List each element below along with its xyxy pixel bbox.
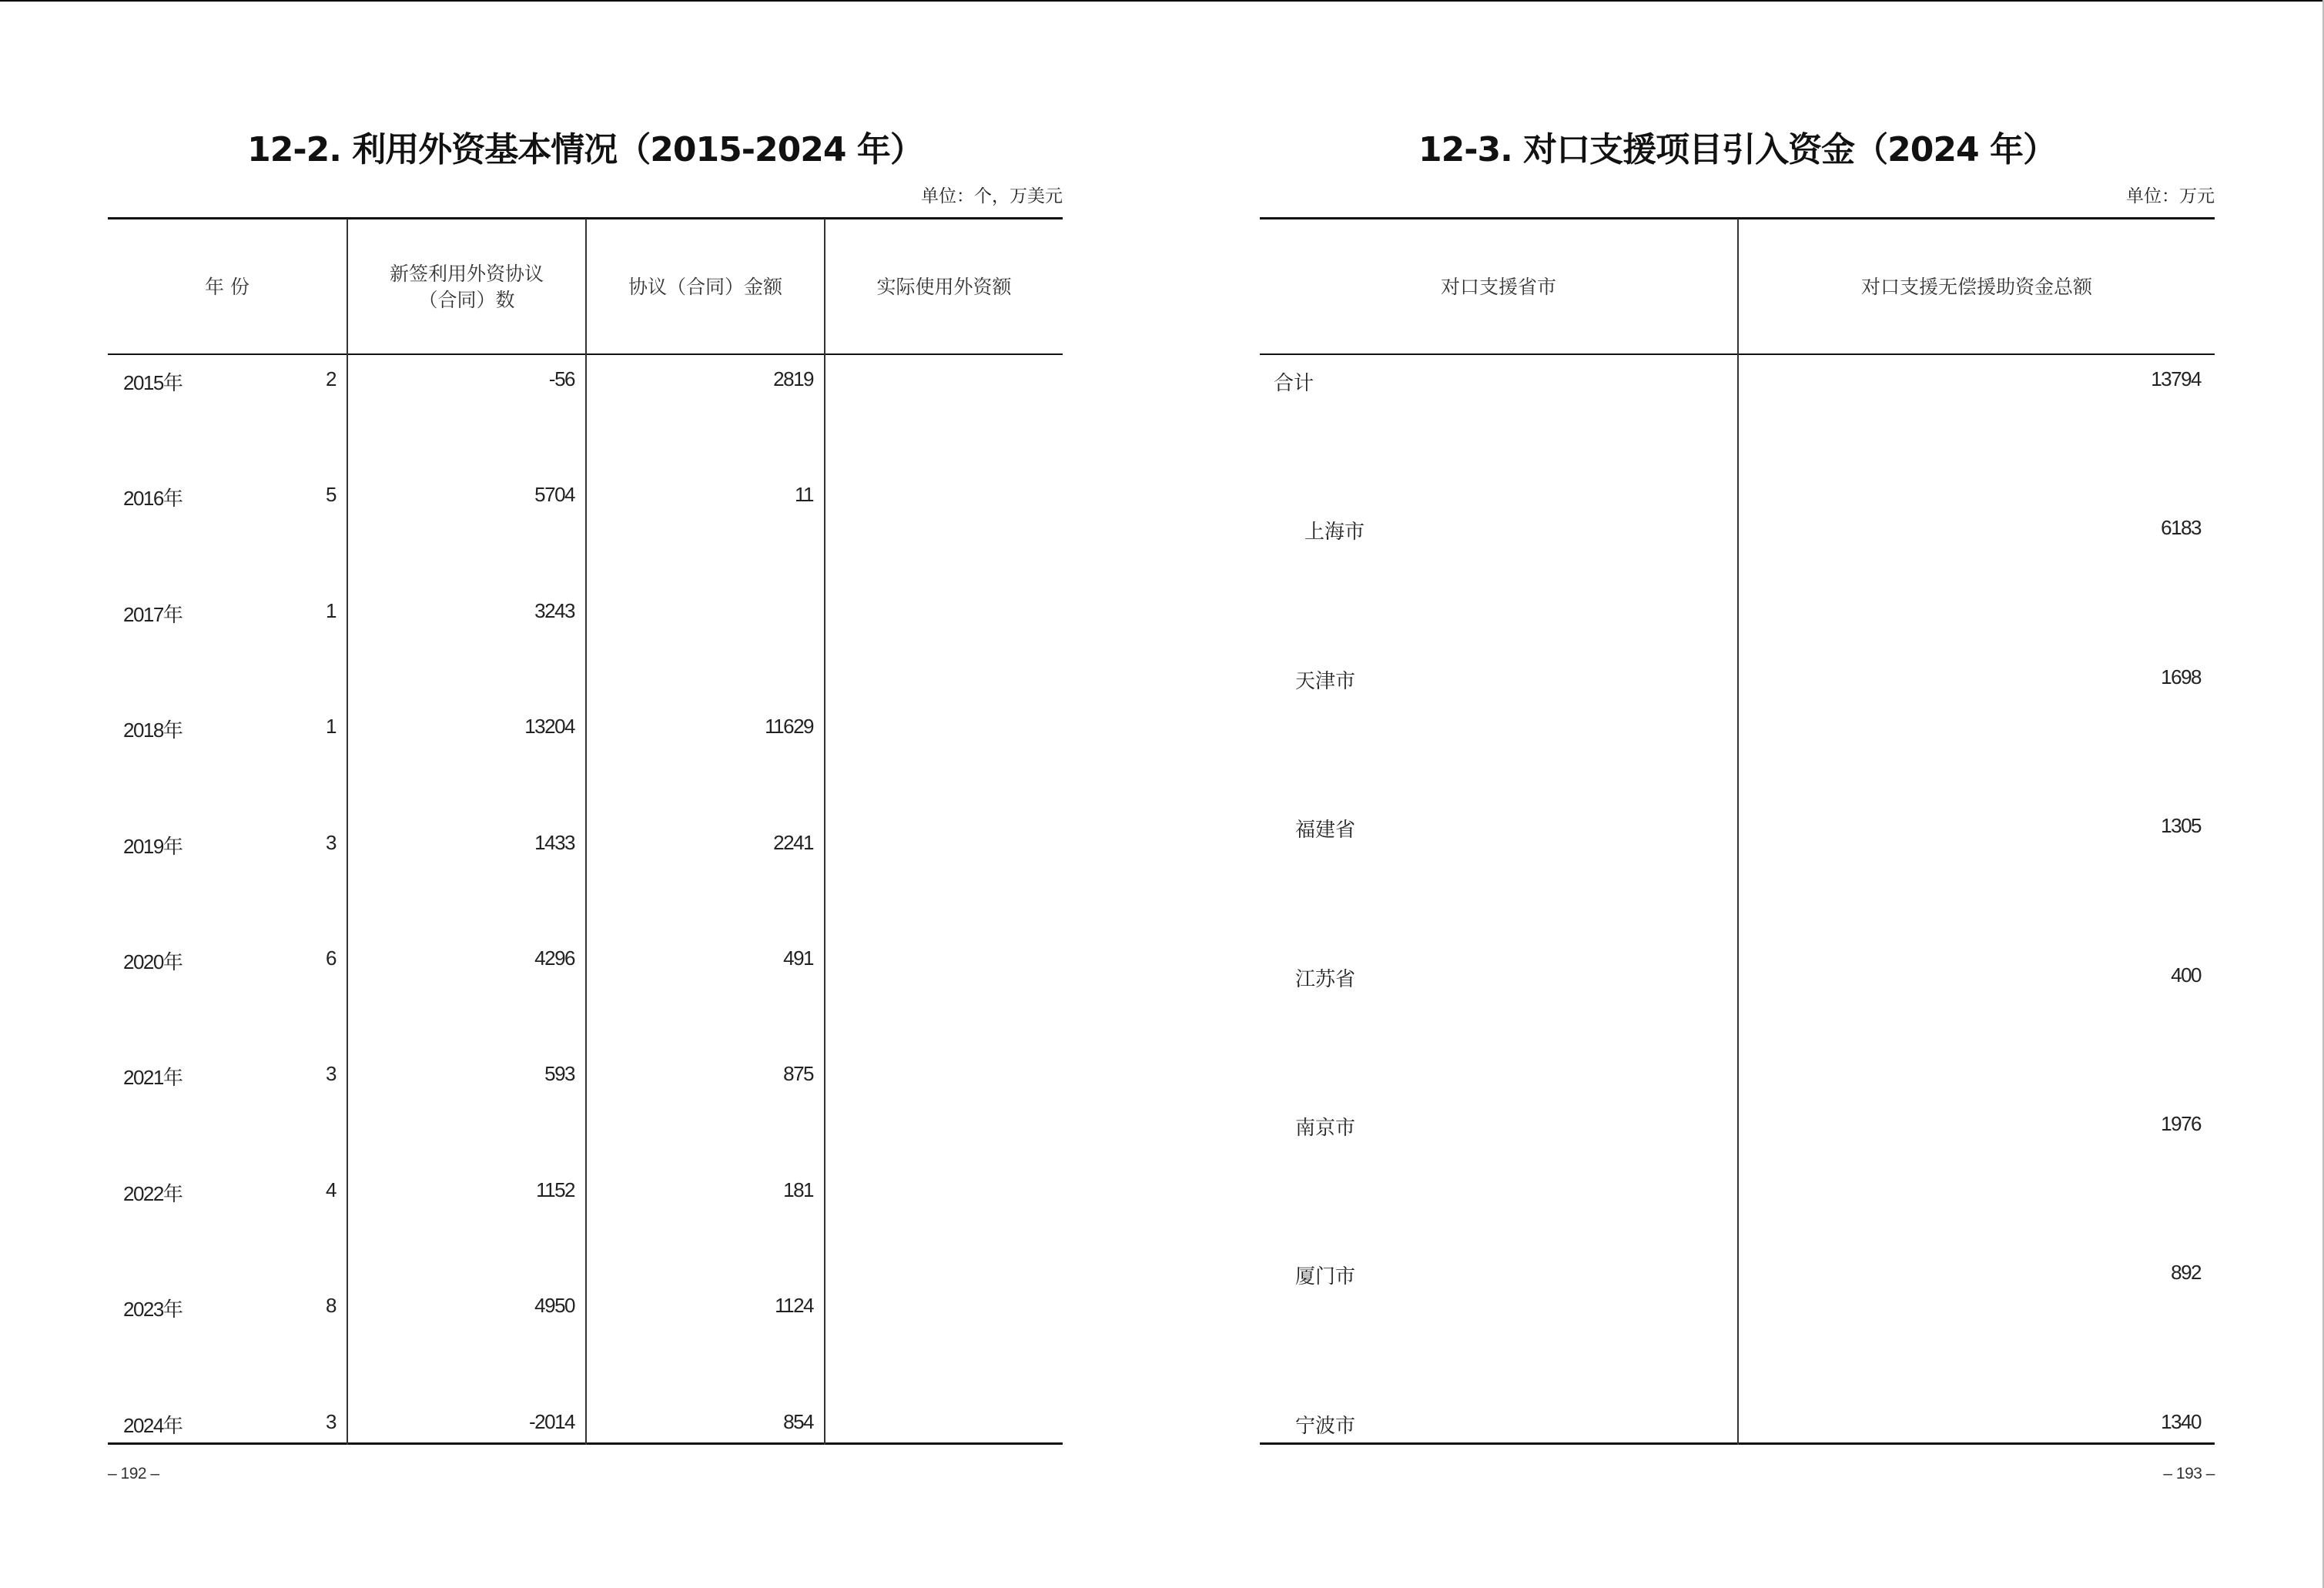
region-name: 天津市 [1295, 670, 1356, 693]
agreement-count-cell: 4 [326, 1178, 336, 1201]
header-aid-total [1739, 220, 2215, 354]
agreement-count-cell: 3 [326, 1410, 336, 1433]
header-new-agreements [348, 220, 585, 354]
agreement-count-cell: 3 [326, 831, 336, 854]
year-suffix: 年 [162, 1298, 183, 1322]
header-actual-use-label: 实际使用外资额 [876, 276, 1012, 298]
page-number-left: – 192 – [108, 1465, 159, 1482]
year-value: 2019 [123, 835, 163, 858]
header-region [1260, 220, 1737, 354]
agreement-amount-cell: -2014 [529, 1410, 574, 1433]
header-agreement-amount-label: 协议（合同）金额 [628, 276, 782, 298]
agreement-amount-cell: 4950 [534, 1294, 574, 1317]
year-cell [123, 1062, 183, 1090]
year-value: 2024 [123, 1414, 163, 1437]
agreement-amount-cell: 3243 [534, 599, 574, 622]
aid-amount: 1340 [2161, 1410, 2201, 1433]
year-suffix: 年 [162, 836, 183, 859]
agreement-amount-cell: 1433 [534, 831, 574, 854]
region-name: 福建省 [1295, 819, 1356, 842]
actual-use-cell: 11629 [765, 715, 813, 738]
header-aid-total-label: 对口支援无偿援助资金总额 [1860, 276, 2092, 298]
agreement-count-cell: 1 [326, 599, 336, 622]
header-agreement-amount [587, 220, 824, 354]
left-page [108, 0, 1063, 1588]
total-label: 合计 [1274, 372, 1314, 395]
year-suffix: 年 [162, 487, 183, 511]
agreement-amount-cell: 13204 [524, 715, 574, 738]
region-name: 江苏省 [1295, 968, 1356, 991]
year-value: 2021 [123, 1066, 163, 1089]
agreement-amount-cell: 5704 [534, 483, 574, 506]
header-year [108, 220, 347, 354]
actual-use-cell: 2819 [773, 367, 813, 390]
region-name: 上海市 [1304, 521, 1365, 544]
aid-amount: 6183 [2161, 516, 2201, 539]
year-suffix: 年 [162, 719, 183, 742]
total-value: 13794 [2151, 367, 2201, 390]
page-number-right: – 193 – [2163, 1465, 2215, 1482]
right-column-divider [1737, 219, 1739, 1445]
agreement-count-cell: 1 [326, 715, 336, 738]
year-cell [123, 1178, 183, 1207]
actual-use-cell: 2241 [773, 831, 813, 854]
year-suffix: 年 [162, 372, 183, 395]
actual-use-cell: 875 [783, 1062, 813, 1085]
year-suffix: 年 [162, 1183, 183, 1206]
year-cell [123, 715, 183, 743]
year-value: 2022 [123, 1182, 163, 1205]
year-suffix: 年 [162, 951, 183, 974]
right-page [1260, 0, 2215, 1588]
agreement-count-cell: 6 [326, 946, 336, 970]
header-new-agreements-line2: （合同）数 [418, 289, 515, 311]
aid-amount: 1976 [2161, 1112, 2201, 1135]
year-value: 2017 [123, 603, 163, 626]
agreement-count-cell: 3 [326, 1062, 336, 1085]
year-suffix: 年 [162, 1067, 183, 1090]
year-cell [123, 1410, 183, 1439]
year-value: 2016 [123, 487, 163, 510]
region-name: 宁波市 [1295, 1415, 1356, 1438]
left-column-divider [585, 219, 587, 1445]
year-value: 2023 [123, 1298, 163, 1321]
agreement-count-cell: 5 [326, 483, 336, 506]
agreement-amount-cell: 4296 [534, 946, 574, 970]
left-column-divider [824, 219, 825, 1445]
aid-amount: 400 [2171, 963, 2201, 987]
left-unit-label: 单位：个，万美元 [921, 186, 1063, 206]
year-cell [123, 483, 183, 511]
aid-amount: 1305 [2161, 814, 2201, 837]
actual-use-cell: 1124 [775, 1294, 813, 1317]
year-value: 2015 [123, 371, 163, 394]
region-name: 厦门市 [1295, 1265, 1356, 1288]
actual-use-cell: 181 [783, 1178, 813, 1201]
year-cell [123, 367, 183, 396]
year-suffix: 年 [162, 1415, 183, 1438]
right-unit-label: 单位：万元 [2126, 186, 2215, 206]
right-table-title: 12-3. 对口支援项目引入资金（2024 年） [1418, 130, 2056, 169]
year-value: 2018 [123, 719, 163, 742]
agreement-count-cell: 8 [326, 1294, 336, 1317]
aid-amount: 1698 [2161, 665, 2201, 688]
year-cell [123, 599, 183, 628]
agreement-amount-cell: 1152 [536, 1178, 574, 1201]
actual-use-cell: 491 [783, 946, 813, 970]
year-suffix: 年 [162, 604, 183, 627]
left-table-title: 12-2. 利用外资基本情况（2015-2024 年） [247, 130, 923, 169]
left-column-divider [347, 219, 348, 1445]
year-cell [123, 946, 183, 975]
aid-amount: 892 [2171, 1261, 2201, 1284]
header-region-label: 对口支援省市 [1440, 276, 1556, 298]
header-new-agreements-line1: 新签利用外资协议 [389, 263, 544, 285]
agreement-count-cell: 2 [326, 367, 336, 390]
year-cell [123, 831, 183, 859]
header-actual-use [825, 220, 1063, 354]
actual-use-cell: 854 [783, 1410, 813, 1433]
header-year-label: 年 份 [205, 276, 249, 298]
agreement-amount-cell: 593 [544, 1062, 574, 1085]
year-cell [123, 1294, 183, 1322]
region-name: 南京市 [1295, 1117, 1356, 1140]
actual-use-cell: 11 [795, 483, 813, 506]
year-value: 2020 [123, 950, 163, 973]
agreement-amount-cell: -56 [548, 367, 574, 390]
